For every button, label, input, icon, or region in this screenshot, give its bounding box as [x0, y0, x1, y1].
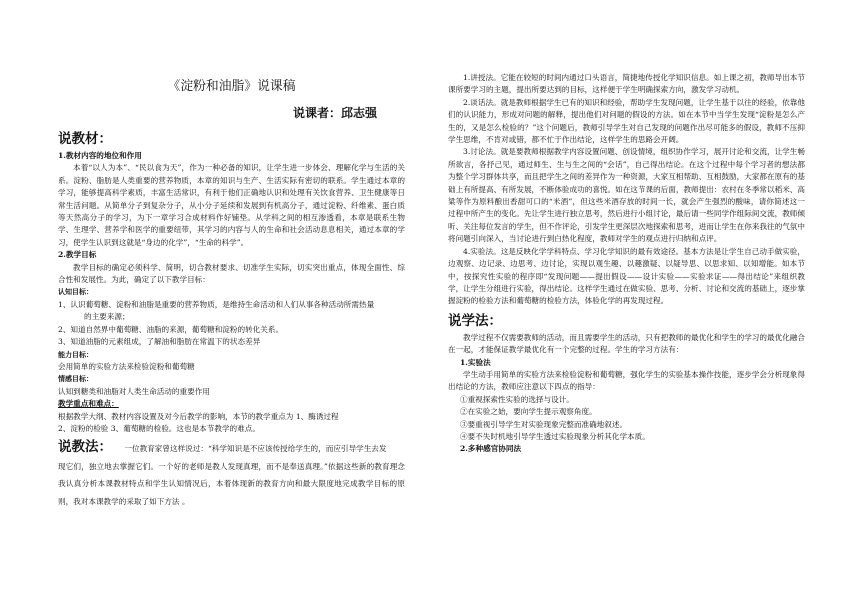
- subheading-multisensory-method: 2.多种感官协同法: [460, 444, 522, 454]
- list-item: ③要重视引导学生对实验现象完整而准确地叙述。: [460, 419, 628, 429]
- section-heading-teaching-method: 说教法：: [58, 439, 112, 456]
- list-item: 1、认识葡萄糖、淀粉和油脂是重要的营养物质，是维持生命活动和人们从事各种活动所需热量: [58, 299, 375, 309]
- method-intro-line1: 一位教育家曾这样说过：“科学知识是不应该传授给学生的，而应引导学生去发: [124, 444, 387, 454]
- emotion-goal-text: 认知到糖类和油脂对人类生命活动的重要作用: [58, 386, 210, 396]
- paragraph-goals: 教学目标的确定必须科学、简明，切合教材要求、切准学生实际，切实突出重点，体现全面性、综合性和发展性。为此，确定了以下教学目标：: [58, 262, 405, 285]
- section-heading-textbook: 说教材：: [58, 131, 112, 147]
- document-title: 《淀粉和油脂》说课稿: [167, 79, 296, 94]
- list-item-continuation: 的主要来源；: [84, 312, 130, 322]
- method-intro-rest: 现它们，独立地去掌握它们。一个好的老师是教人发现真理，而不是奉送真理。”依据这些新的教育理念我认真分析本课教材特点和学生认知情况后，本着体现新的教育方向和最大限度地完成教学目标的原则，我对本课教学的采取了如下方法 。: [58, 461, 405, 506]
- label-cognitive-goals: 认知目标：: [58, 287, 93, 297]
- subheading-role: 1.教材内容的地位和作用: [58, 151, 142, 160]
- right-column: [448, 72, 805, 456]
- label-ability-goals: 能力目标：: [58, 349, 93, 359]
- method-discussion: 3.讨论法。就是要教师根据教学内容设置问题、创设情境，组织协作学习，展开讨论和交流，让学生畅所欲言，各抒己见，通过师生、生与生之间的“会话”，自己得出结论。在这个过程中每个学习者的想法都为整个学习群体共享，而且把学生之间的差异作为一种资源，大家互相帮助、互相鼓励，大家都在原有的基础上有所提高、有所发展，不断体验成功的喜悦。如在这节课的后面，教师提出：农村在冬季常以稻米、高粱等作为原料酿出香甜可口的“米酒”，但这些米酒存放的时间一长，就会产生强烈的酸味，请你简述这一过程中所产生的变化。先让学生进行独立思考，然后进行小组讨论，最后请一些同学作组际间交流，教师倾听、关注每位发言的学生，但不作评论，引发学生更深层次地探索和思考，进而让学生在你来我往的气氛中将问题引向深入，当讨论进行到白热化程度，教师对学生的观点进行归纳和点评。: [448, 147, 805, 244]
- list-item: 3、知道油脂的元素组成，了解油和脂肪在常温下的状态差异: [58, 337, 261, 347]
- method-experiment: 4.实验法。这是反映化学学科特点、学习化学知识的最有效途径。基本方法是让学生自己动手做实验，边观察、边记录、边思考、边讨论，实现以观生趣、以趣激疑、以疑导思、以思求知、以知增能。如本节中，按探究性实验的程序即“发现问题——提出假设——设计实验——实验求证——得出结论”来组织教学，让学生分组进行实验，得出结论。这样学生通过在做实验、思考、分析、讨论和交流的基础上，逐步掌握淀粉的检验方法和葡萄糖的检验方法，体验化学的再发现过程。: [448, 246, 805, 306]
- list-item: ②在实验之始，要向学生提示观察角度。: [460, 407, 597, 417]
- list-item: ①重视探索性实验的选择与设计。: [460, 394, 574, 404]
- ability-goal-text: 会用简单的实验方法来检验淀粉和葡萄糖: [58, 361, 195, 371]
- label-emotion-goals: 情感目标：: [58, 374, 93, 384]
- key-points-text: 根据教学大纲、教材内容设置及对今后教学的影响，本节的教学重点为 1、酶诱过程: [58, 411, 339, 421]
- experiment-method-text: 学生动手用简单的实验方法来检验淀粉和葡萄糖，强化学生的实验基本操作技能，逐步学会分析现象得出结论的方法，教师应注意以下四点的指导：: [448, 369, 805, 392]
- subheading-experiment-method: 1.实验法: [460, 357, 491, 367]
- learning-intro: 教学过程不仅需要教师的活动，而且需要学生的活动，只有把教师的最优化和学生的学习的最优化融合在一起，才能保证教学最优化有一个完整的过程。学生的学习方法有：: [448, 332, 805, 355]
- method-dialogue: 2.谈话法。就是教师根据学生已有的知识和经验，帮助学生发现问题，让学生基于以往的经验，依靠他们的认识能力，形成对问题的解释，提出他们对问题的假设的方法。如在本节中当学生发现“淀粉是怎么产生的，又是怎么检验的？”这个问题后，教师引导学生对自己发现的问题作出尽可能多的假设，教师不压抑学生思维，不肯对或错，都不忙于作出结论，这样学生的思路会开阔。: [448, 97, 805, 145]
- author-line: 说课者：邱志强: [292, 106, 377, 120]
- label-key-points: 教学重点和难点：: [58, 399, 119, 409]
- list-item: 2、知道自然界中葡萄糖、油脂的来源，葡萄糖和淀粉的转化关系。: [58, 324, 284, 334]
- subheading-goals: 2.教学目标: [58, 250, 97, 260]
- list-item: ④要不失时机地引导学生透过实验现象分析其化学本质。: [460, 431, 650, 441]
- paragraph-method-intro: [58, 439, 405, 457]
- method-lecture: 1.讲授法。它能在较短的时间内通过口头语言，简捷地传授化学知识信息。如上课之初，教师导出本节课所要学习的主题，提出所要达到的目标，这样便于学生明确探索方向，激发学习动机。: [448, 73, 805, 95]
- section-heading-learning-method: 说学法：: [448, 312, 502, 329]
- left-column: [58, 0, 405, 510]
- key-points-text-2: 2、淀粉的检验 3、葡萄糖的检验。这也是本节教学的难点。: [58, 423, 260, 433]
- paragraph-role: 本着“以人为本”、“民以食为天”，作为一种必备的知识，让学生进一步体会、理解化学与生活的关系。淀粉、脂肪是人类重要的营养物质，本章的知识与生产、生活实际有密切的联系。学生通过本章的学习，能够提高科学素质，丰富生活常识，有利于他们正确地认识和处理有关饮食营养、卫生健康等日常生活问题。从简单分子到复杂分子，从小分子延续和发展到有机高分子，通过淀粉、纤维素、蛋白质等天然高分子的学习，为下一章学习合成材料作好铺垫。从学科之间的相互渗透看，本章是联系生物学、生理学、营养学和医学的重要纽带，其学习的内容与人的生命和社会活动息息相关，通过本章的学习，使学生认识到这就是“身边的化学”，“生命的科学”。: [58, 163, 405, 247]
